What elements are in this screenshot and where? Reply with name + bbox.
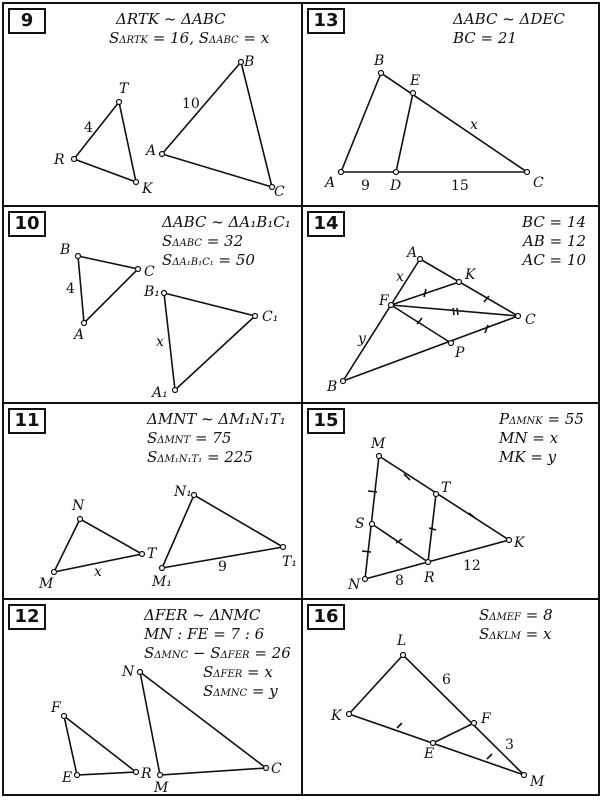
condition-line: SΔKLM = x (479, 625, 552, 643)
vertex-label: A (407, 245, 418, 261)
vertex-label: E (410, 73, 421, 89)
vertex-label: B (244, 54, 255, 70)
triangle-mnk (365, 456, 509, 579)
condition-line: SΔRTK = 16, SΔABC = x (109, 29, 270, 47)
vertex-label: C (274, 184, 285, 200)
condition-line: AC = 10 (522, 251, 586, 269)
condition-line: ΔABC ~ ΔDEC (453, 10, 565, 28)
vertex-label: B (374, 53, 385, 69)
vertex-label: M (154, 780, 169, 796)
vertex-label: M (371, 436, 386, 452)
condition-line: MN : FE = 7 : 6 (144, 625, 265, 643)
vertex-label: T (147, 546, 157, 562)
midline-segments (372, 494, 436, 562)
vertex-label: T (119, 81, 129, 97)
vertex-label: C (144, 264, 155, 280)
problem-number: 14 (307, 211, 345, 237)
condition-line: SΔM₁N₁T₁ = 225 (147, 448, 253, 466)
vertex-label: T₁ (282, 554, 297, 570)
problem-grid (2, 2, 600, 796)
side-label: 8 (395, 573, 404, 589)
side-label: 10 (182, 96, 200, 112)
problem-13 (303, 4, 600, 205)
triangle-figure (4, 600, 301, 794)
triangle-figure (303, 4, 600, 205)
vertex-label: M₁ (152, 574, 172, 590)
triangle-fer (64, 716, 136, 775)
vertex-label: N (122, 664, 135, 680)
triangle-abc (162, 62, 272, 187)
condition-line: MK = y (499, 448, 557, 466)
vertex-label: M (530, 774, 545, 790)
condition-line: SΔFER = x (203, 663, 273, 681)
segment-ef (433, 723, 474, 743)
triangle-figure (303, 404, 600, 598)
problem-9 (4, 4, 301, 205)
vertex-label: C (271, 761, 282, 777)
side-label: 3 (505, 737, 514, 753)
problem-number: 9 (8, 8, 46, 34)
vertex-label: M (39, 576, 54, 592)
vertex-label: F (379, 293, 389, 309)
vertex-label: L (397, 633, 407, 649)
triangle-klm (349, 655, 524, 775)
side-label: x (470, 117, 478, 133)
condition-line: ΔABC ~ ΔA₁B₁C₁ (162, 213, 291, 231)
vertex-label: T (441, 480, 451, 496)
triangle-abc (341, 73, 527, 172)
problem-number: 12 (8, 604, 46, 630)
vertex-label: E (424, 746, 435, 762)
side-label: 4 (84, 120, 93, 136)
vertex-label: R (141, 766, 152, 782)
problem-number: 10 (8, 211, 46, 237)
side-label: 9 (218, 559, 227, 575)
triangle-figure (303, 600, 600, 794)
side-label: 4 (66, 281, 75, 297)
side-label: 6 (442, 672, 451, 688)
triangle-abc (343, 259, 518, 381)
vertex-label: C₁ (262, 309, 279, 325)
condition-line: ΔRTK ~ ΔABC (116, 10, 226, 28)
vertex-label: P (455, 345, 465, 361)
condition-line: AB = 12 (522, 232, 586, 250)
side-label: x (156, 334, 164, 350)
vertex-label: C (525, 312, 536, 328)
vertex-label: A (325, 175, 336, 191)
vertex-label: F (51, 700, 61, 716)
vertex-label: K (142, 181, 153, 197)
vertex-label: B (60, 242, 71, 258)
problem-11 (4, 404, 301, 598)
vertex-label: F (481, 711, 491, 727)
condition-line: PΔMNK = 55 (499, 410, 584, 428)
triangle-figure (4, 404, 301, 598)
vertex-label: K (465, 267, 476, 283)
condition-line: SΔA₁B₁C₁ = 50 (162, 251, 255, 269)
condition-line: SΔABC = 32 (162, 232, 244, 250)
side-label: 12 (463, 558, 481, 574)
problem-15 (303, 404, 600, 598)
triangle-figure (303, 207, 600, 402)
problem-number: 11 (8, 408, 46, 434)
problem-12 (4, 600, 301, 794)
vertex-label: C (533, 175, 544, 191)
triangle-figure (4, 207, 301, 402)
vertex-label: B₁ (144, 284, 160, 300)
condition-line: ΔMNT ~ ΔM₁N₁T₁ (147, 410, 286, 428)
triangle-rtk (74, 102, 136, 182)
triangle-nmc (140, 672, 266, 775)
triangle-abc (78, 256, 138, 323)
segment-de (396, 93, 413, 172)
side-label: x (396, 269, 404, 285)
side-label: y (358, 331, 366, 347)
vertex-label: A (74, 327, 85, 343)
problem-number: 16 (307, 604, 345, 630)
vertex-label: R (424, 570, 435, 586)
condition-line: BC = 14 (522, 213, 586, 231)
problem-number: 15 (307, 408, 345, 434)
vertex-label: D (390, 178, 402, 194)
triangle-a1b1c1 (164, 293, 255, 390)
condition-line: SΔMNC = y (203, 682, 278, 700)
problem-10 (4, 207, 301, 402)
vertex-label: A₁ (152, 385, 168, 401)
vertex-label: S (355, 516, 365, 532)
side-label: x (94, 564, 102, 580)
side-label: 15 (451, 178, 469, 194)
vertex-label: N₁ (174, 484, 192, 500)
problem-16 (303, 600, 600, 794)
segment-fp (391, 305, 451, 343)
vertex-label: K (514, 535, 525, 551)
vertex-label: B (327, 379, 338, 395)
triangle-m1n1t1 (162, 495, 283, 568)
vertex-label: A (146, 143, 157, 159)
problem-14 (303, 207, 600, 402)
vertex-label: N (72, 498, 85, 514)
triangle-figure (4, 4, 301, 205)
condition-line: ΔFER ~ ΔNMC (144, 606, 261, 624)
vertex-label: R (54, 152, 65, 168)
side-label: 9 (361, 178, 370, 194)
condition-line: MN = x (499, 429, 559, 447)
condition-line: BC = 21 (453, 29, 517, 47)
vertex-label: E (62, 770, 73, 786)
vertex-label: N (348, 577, 361, 593)
condition-line: SΔMNC − SΔFER = 26 (144, 644, 291, 662)
condition-line: SΔMEF = 8 (479, 606, 553, 624)
problem-number: 13 (307, 8, 345, 34)
condition-line: SΔMNT = 75 (147, 429, 232, 447)
vertex-label: K (331, 708, 342, 724)
